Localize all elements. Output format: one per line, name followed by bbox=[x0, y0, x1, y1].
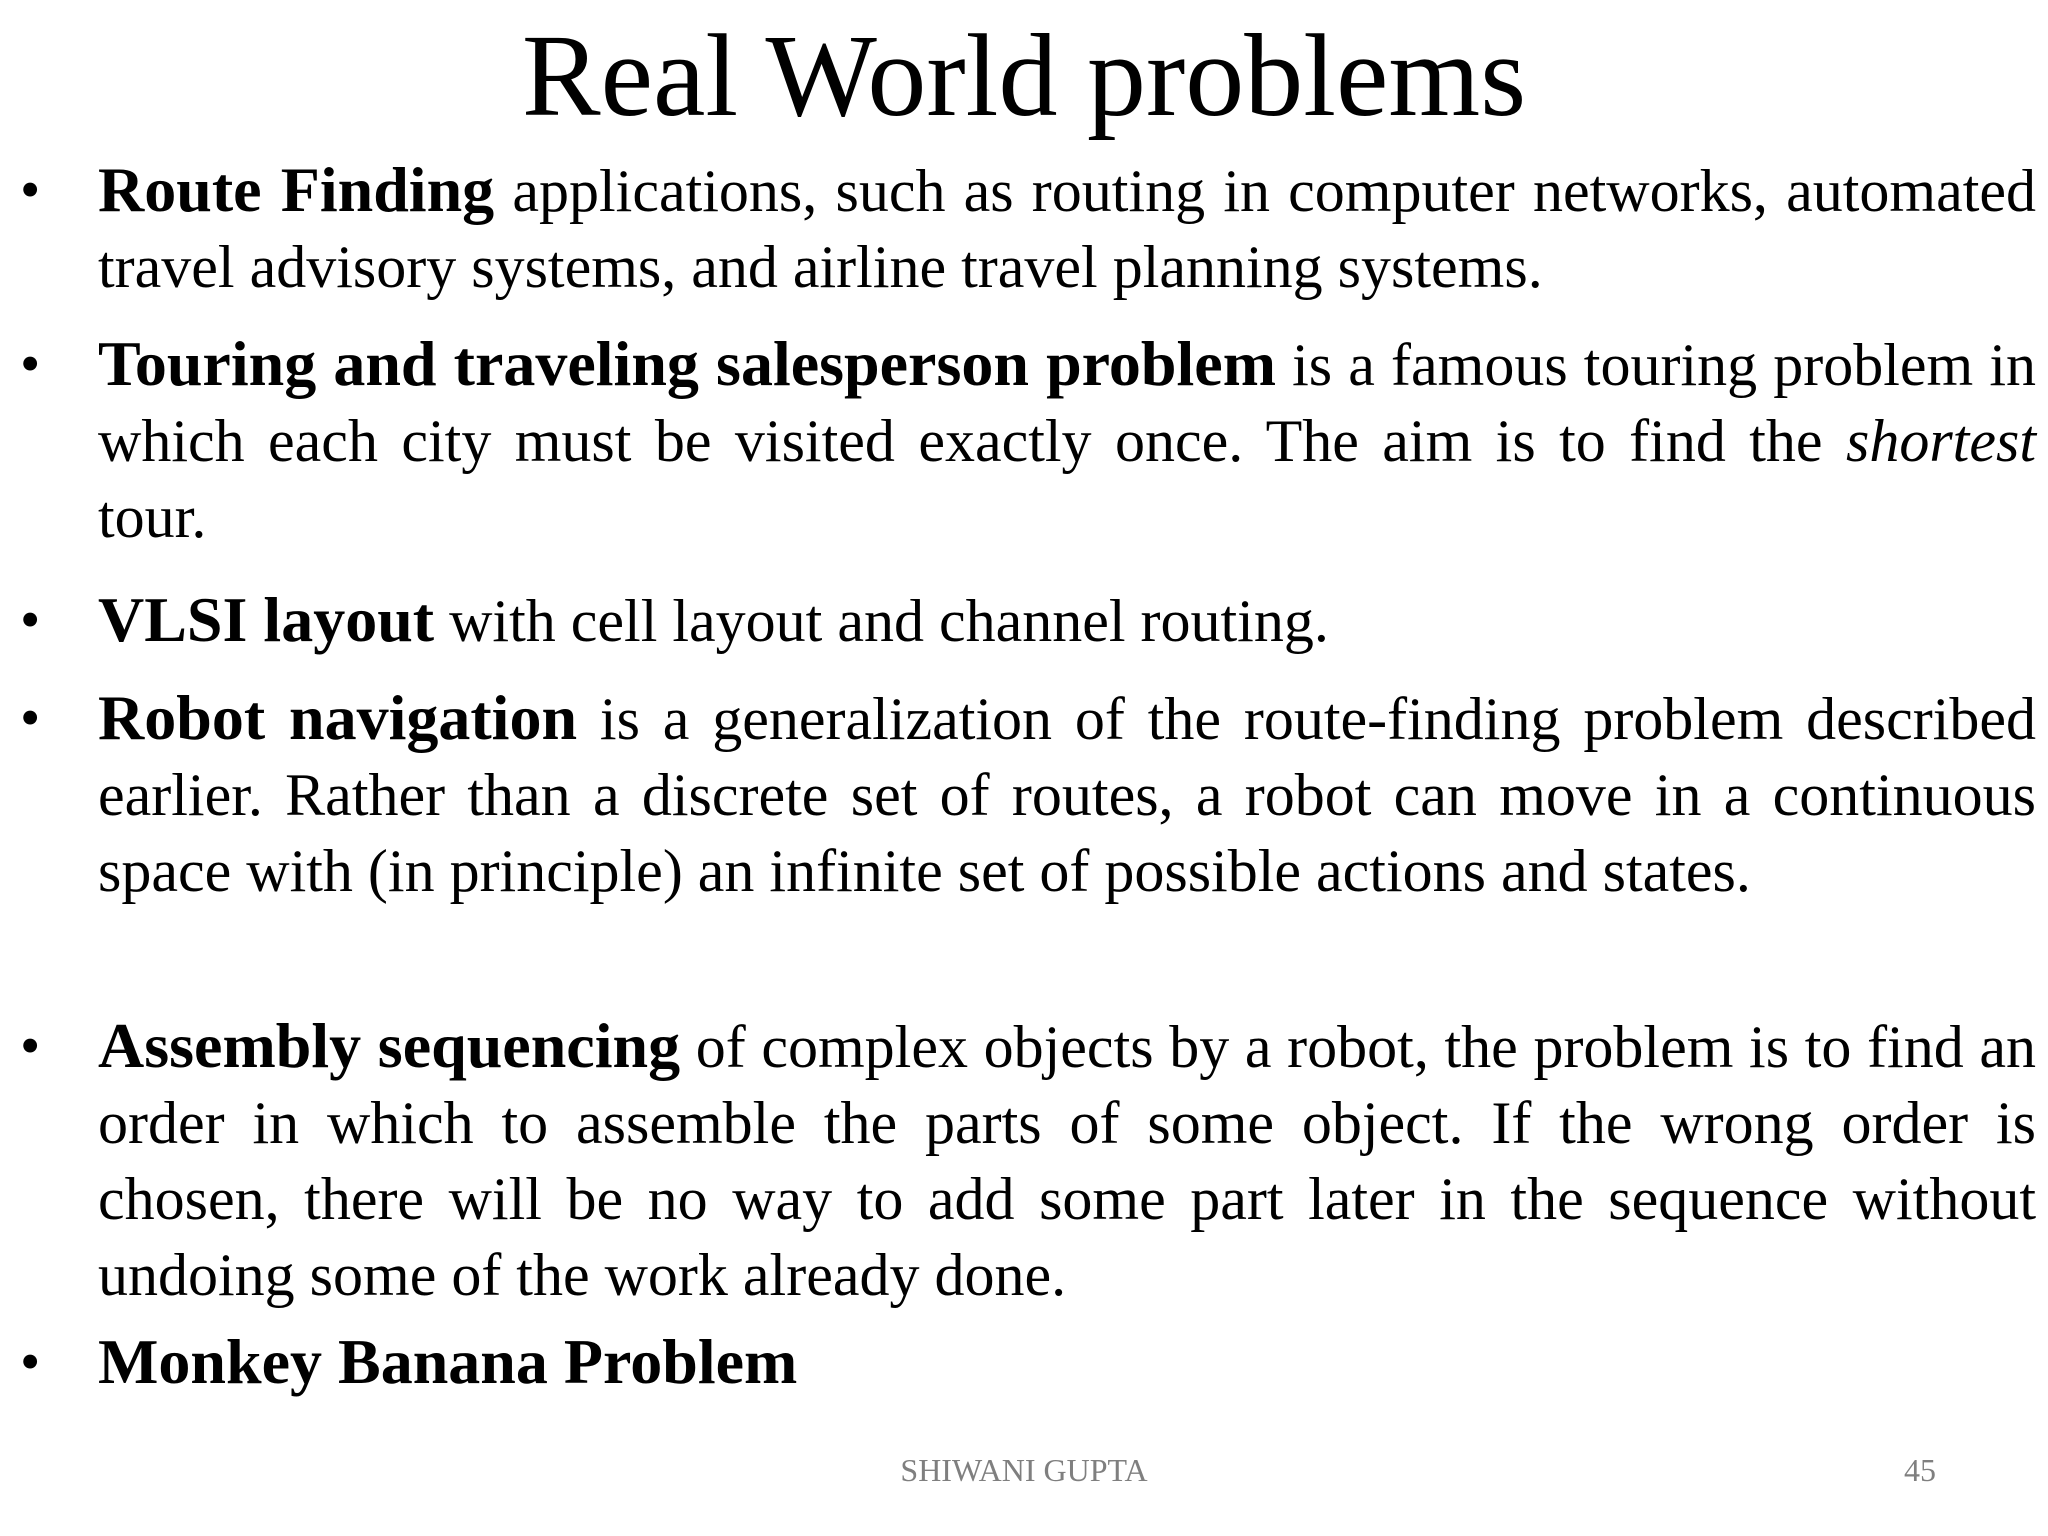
bullet-text bbox=[98, 680, 2036, 909]
bullet-heading: Robot navigation bbox=[98, 682, 578, 753]
bullet-text bbox=[98, 1324, 2036, 1401]
bullet-body-end: tour. bbox=[98, 484, 207, 550]
bullet-heading: Assembly sequencing bbox=[98, 1010, 681, 1081]
bullet-body: applications, such as routing in computer networks, automated travel advisory systems, and airline travel planning systems. bbox=[98, 158, 2037, 300]
bullet-heading: VLSI layout bbox=[98, 584, 435, 655]
bullet-text bbox=[98, 582, 2036, 659]
footer-author: SHIWANI GUPTA bbox=[900, 1452, 1148, 1488]
page-number: 45 bbox=[1904, 1452, 1936, 1488]
bullet-dot: • bbox=[20, 1329, 41, 1394]
bullet-emphasis: shortest bbox=[1845, 408, 2036, 474]
bullet-body: of complex objects by a robot, the problem is to find an order in which to assemble the parts of some object. If the wrong order is chosen, there will be no way to add some part later in the sequence without undoing some of the work already done. bbox=[98, 1014, 2037, 1308]
bullet-dot: • bbox=[20, 157, 41, 222]
bullet-dot: • bbox=[20, 587, 41, 652]
bullet-text bbox=[98, 326, 2036, 555]
bullet-heading: Monkey Banana Problem bbox=[98, 1326, 798, 1397]
bullet-dot: • bbox=[20, 1013, 41, 1078]
bullet-dot: • bbox=[20, 685, 41, 750]
bullet-text bbox=[98, 1008, 2036, 1313]
bullet-heading: Route Finding bbox=[98, 154, 495, 225]
bullet-text bbox=[98, 152, 2036, 305]
bullet-body: with cell layout and channel routing. bbox=[434, 588, 1329, 654]
slide-title: Real World problems bbox=[521, 10, 1527, 141]
bullet-dot: • bbox=[20, 331, 41, 396]
bullet-heading: Touring and traveling salesperson problem bbox=[98, 328, 1277, 399]
bullet-body: is a famous touring problem in which each city must be visited exactly once. The aim is to find the bbox=[98, 332, 2036, 474]
bullet-body: is a generalization of the route-finding problem described earlier. Rather than a discrete set of routes, a robot can move in a continuous space with (in principle) an infinite set of possible actions and states. bbox=[98, 686, 2037, 904]
